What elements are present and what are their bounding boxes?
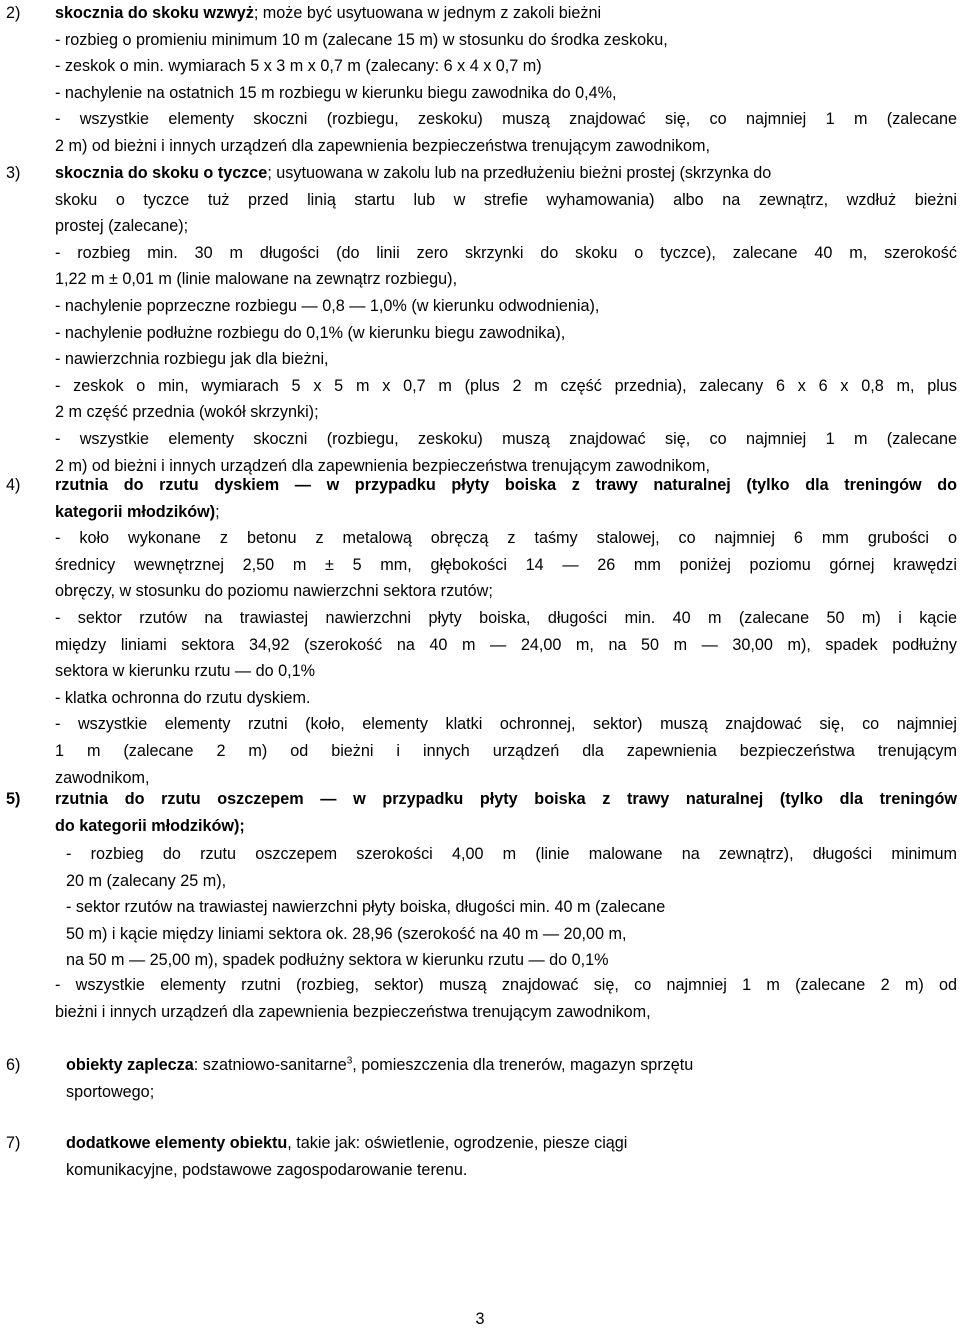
text-line: 2 m) od bieżni i innych urządzeń dla zapewnienia bezpieczeństwa trenującym zawodnikom, [55,456,711,475]
section-number: 5) [6,790,21,808]
text-line: 2 m) od bieżni i innych urządzeń dla zapewnienia bezpieczeństwa trenującym zawodnikom, [55,136,711,155]
text-line: 50 m) i kącie między liniami sektora ok. 28,96 (szerokość na 40 m — 20,00 m, [66,924,627,943]
text-fragment: , takie jak: oświetlenie, ogrodzenie, piesze ciągi [287,1134,628,1152]
text-line: - sektor rzutów na trawiastej nawierzchni płyty boiska, długości min. 40 m (zalecane 50 m) i kącie [55,608,957,627]
text-line: skoku o tyczce tuż przed linią startu lub w strefie wyhamowania) albo na zewnątrz, wzdłuż bieżni [55,190,957,209]
text-line: - rozbieg min. 30 m długości (do linii zero skrzynki do skoku o tyczce), zalecane 40 m, szerokość [55,243,957,262]
text-line: - wszystkie elementy skoczni (rozbiegu, zeskoku) muszą znajdować się, co najmniej 1 m (zalecane [55,110,957,129]
title-suffix: ; [215,502,220,521]
text-line: - sektor rzutów na trawiastej nawierzchni płyty boiska, długości min. 40 m (zalecane [66,898,666,917]
text-line: - nachylenie poprzeczne rozbiegu — 0,8 — 1,0% (w kierunku odwodnienia), [55,296,600,315]
text-line: - wszystkie elementy rzutni (koło, elementy klatki ochronnej, sektor) muszą znajdować się, co najmniej [55,715,957,734]
footnote-reference: 3 [346,1055,353,1067]
text-line: prostej (zalecane); [55,217,189,236]
section-number: 3) [6,164,21,182]
section-number: 4) [6,476,21,494]
text-line: ; może być usytuowana w jednym z zakoli bieżni [253,4,602,22]
page-number: 3 [475,1310,485,1328]
text-line: 20 m (zalecany 25 m), [66,871,227,890]
text-line: - koło wykonane z betonu z metalową obręczą z taśmy stalowej, co najmniej 6 mm grubości o [55,529,957,548]
text-line: - wszystkie elementy rzutni (rozbieg, sektor) muszą znajdować się, co najmniej 1 m (zalecane 2 m) od [55,976,957,994]
text-line: - zeskok o min. wymiarach 5 x 3 m x 0,7 m (zalecany: 6 x 4 x 0,7 m) [55,57,542,76]
text-line: bieżni i innych urządzeń dla zapewnienia bezpieczeństwa trenującym zawodnikom, [55,1002,651,1021]
text-line: na 50 m — 25,00 m), spadek podłużny sektora w kierunku rzutu — do 0,1% [66,951,609,970]
section-number: 6) [6,1056,21,1074]
section-title: obiekty zaplecza [66,1056,194,1074]
text-line: - nachylenie na ostatnich 15 m rozbiegu w kierunku biegu zawodnika do 0,4%, [55,83,617,102]
section-heading-line [55,499,957,526]
text-line: średnicy wewnętrznej 2,50 m ± 5 mm, głębokości 14 — 26 mm poniżej poziomu górnej krawędzi [55,555,957,574]
section-heading-line [55,160,957,187]
section-title: dodatkowe elementy obiektu [66,1134,288,1152]
text-line: 1 m (zalecane 2 m) od bieżni i innych urządzeń dla zapewnienia bezpieczeństwa trenującym [55,741,957,760]
text-line: - zeskok o min, wymiarach 5 x 5 m x 0,7 m (plus 2 m część przednia), zalecany 6 x 6 x 0,8 m, plus [55,376,957,395]
text-line: ; usytuowana w zakolu lub na przedłużeniu bieżni prostej (skrzynka do [267,164,772,182]
text-fragment: : szatniowo-sanitarne [193,1056,347,1074]
text-line: 2 m część przednia (wokół skrzynki); [55,403,319,422]
text-line: między liniami sektora 34,92 (szerokość na 40 m — 24,00 m, na 50 m — 30,00 m), spadek podłużny [55,635,957,654]
text-line: - nawierzchnia rozbiegu jak dla bieżni, [55,350,329,369]
text-line: - rozbieg do rzutu oszczepem szerokości 4,00 m (linie malowane na zewnątrz), długości minimum [66,845,957,863]
text-line: - wszystkie elementy skoczni (rozbiegu, zeskoku) muszą znajdować się, co najmniej 1 m (zalecane [55,429,957,448]
section-number: 7) [6,1134,21,1152]
text-line: 1,22 m ± 0,01 m (linie malowane na zewnątrz rozbiegu), [55,270,458,289]
section-title: rzutnia do rzutu oszczepem — w przypadku płyty boiska z trawy naturalnej (tylko dla treningów [55,790,957,808]
section-title: rzutnia do rzutu dyskiem — w przypadku płyty boiska z trawy naturalnej (tylko dla treningów do [55,476,957,494]
section-title: do kategorii młodzików); [55,816,245,835]
text-line: - klatka ochronna do rzutu dyskiem. [55,688,311,707]
text-line: komunikacyjne, podstawowe zagospodarowanie terenu. [66,1160,468,1179]
text-line: sportowego; [66,1082,155,1101]
text-line: sektora w kierunku rzutu — do 0,1% [55,662,316,681]
section-title: skocznia do skoku wzwyż [55,4,254,22]
text-fragment: , pomieszczenia dla trenerów, magazyn sprzętu [352,1056,694,1074]
text-line: - rozbieg o promieniu minimum 10 m (zalecane 15 m) w stosunku do środka zeskoku, [55,30,668,49]
section-number: 2) [6,4,21,22]
text-line: zawodnikom, [55,768,150,787]
section-heading-line [66,1130,957,1157]
section-heading-line [55,0,957,27]
text-line: obręczy, w stosunku do poziomu nawierzchni sektora rzutów; [55,582,493,601]
section-title: kategorii młodzików) [55,502,216,521]
section-heading-line [66,1052,957,1079]
section-title: skocznia do skoku o tyczce [55,164,268,182]
text-line: - nachylenie podłużne rozbiegu do 0,1% (w kierunku biegu zawodnika), [55,323,566,342]
